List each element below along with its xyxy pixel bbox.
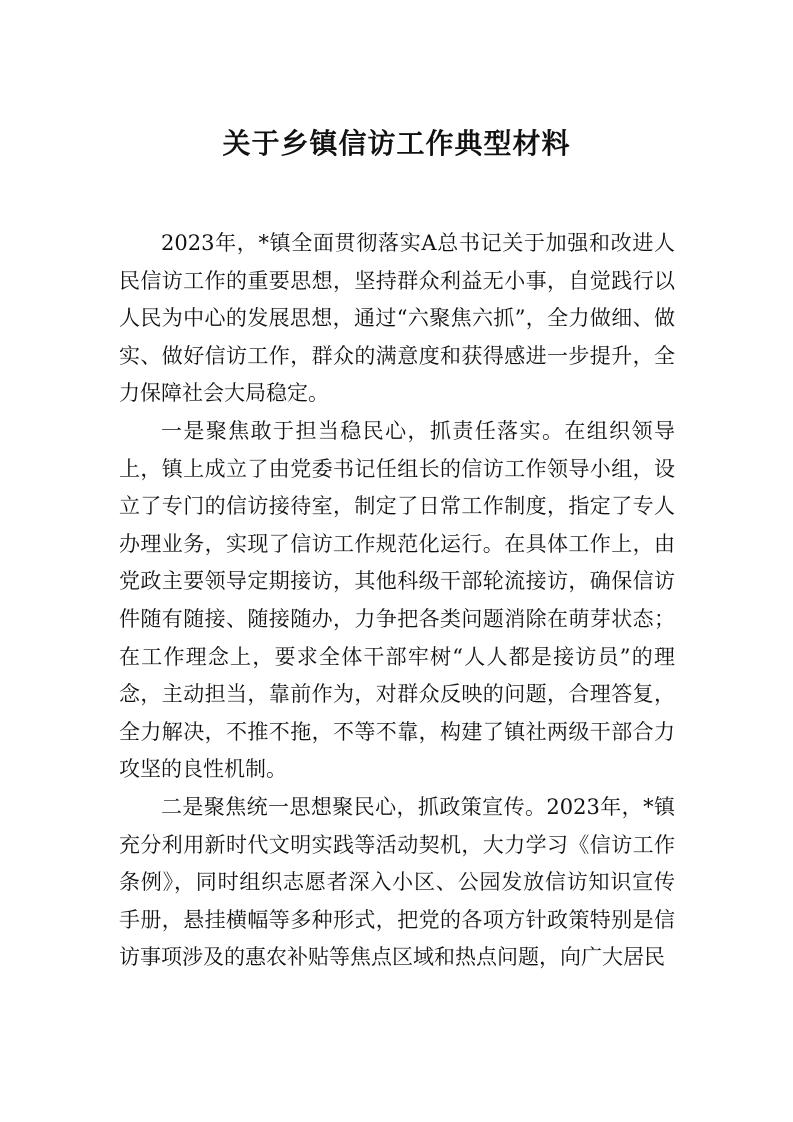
document-title: 关于乡镇信访工作典型材料 bbox=[222, 127, 571, 160]
paragraph-policy-publicity: 二是聚焦统一思想聚民心，抓政策宣传。2023年，*镇充分利用新时代文明实践等活动契机，大力学习《信访工作条例》，同时组织志愿者深入小区、公园发放信访知识宣传手册，悬挂横幅等多种形式，把党的各项方针政策特别是信访事项涉及的惠农补贴等焦点区域和热点问题，向广大居民 bbox=[119, 794, 675, 970]
paragraph-responsibility: 一是聚焦敢于担当稳民心，抓责任落实。在组织领导上，镇上成立了由党委书记任组长的信访工作领导小组，设立了专门的信访接待室，制定了日常工作制度，指定了专人办理业务，实现了信访工作规范化运行。在具体工作上，由党政主要领导定期接访，其他科级干部轮流接访，确保信访件随有随接、随接随办，力争把各类问题消除在萌芽状态；在工作理念上，要求全体干部牢树“人人都是接访员”的理念，主动担当，靠前作为，对群众反映的问题，合理答复，全力解决，不推不拖，不等不靠，构建了镇社两级干部合力攻坚的良性机制。 bbox=[119, 418, 675, 782]
document-body bbox=[119, 225, 675, 977]
paragraph-intro: 2023年，*镇全面贯彻落实A总书记关于加强和改进人民信访工作的重要思想，坚持群众利益无小事，自觉践行以人民为中心的发展思想，通过“六聚焦六抓”，全力做细、做实、做好信访工作，群众的满意度和获得感进一步提升，全力保障社会大局稳定。 bbox=[119, 231, 675, 406]
